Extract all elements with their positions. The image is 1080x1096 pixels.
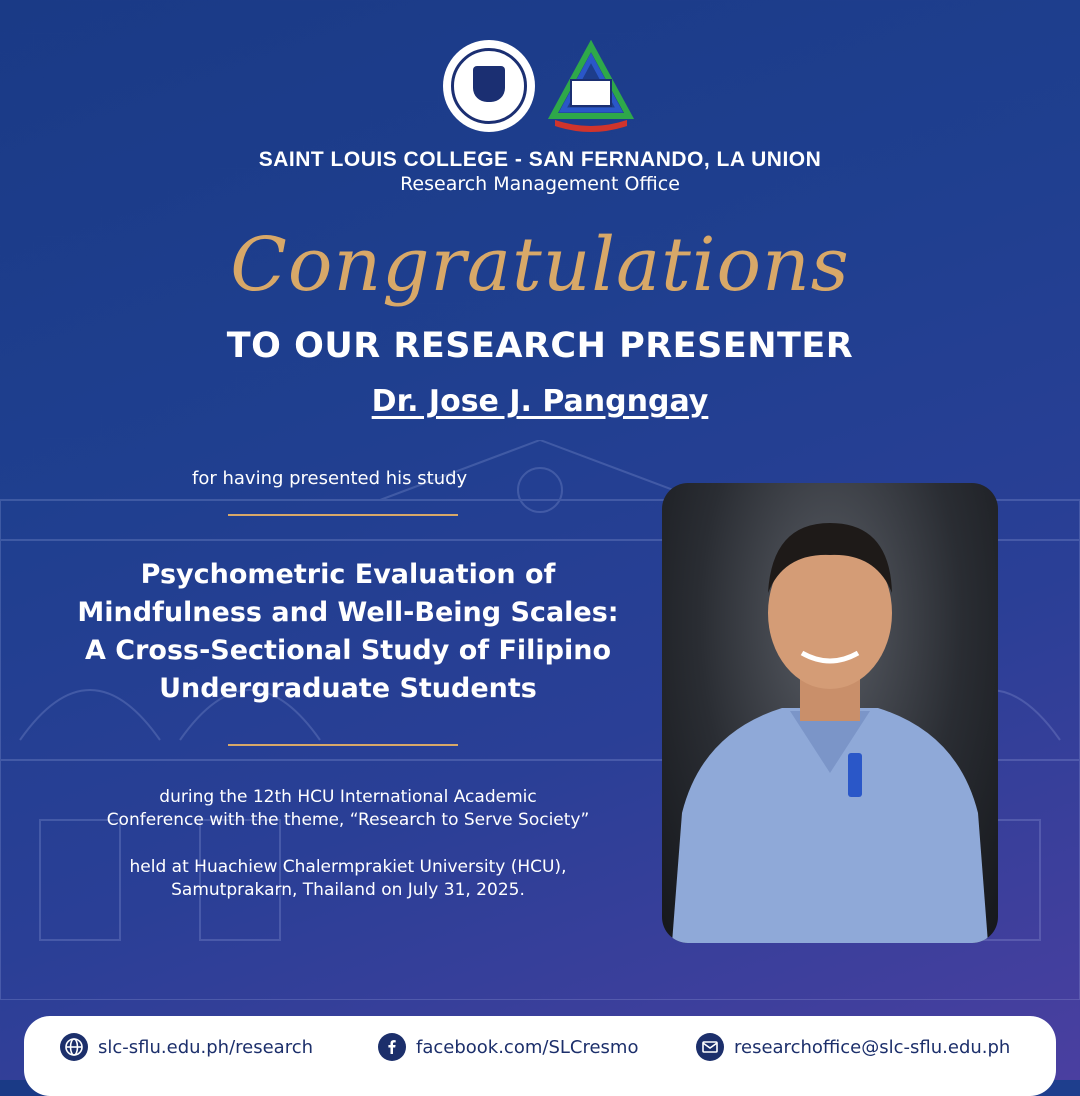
presenter-name: Dr. Jose J. Pangngay — [371, 384, 709, 419]
conference-details — [30, 786, 666, 832]
email-contact[interactable] — [696, 1033, 1010, 1061]
study-title-line: A Cross-Sectional Study of Filipino — [84, 635, 612, 666]
logo-row — [0, 40, 1080, 132]
study-title-line: Mindfulness and Well-Being Scales: — [77, 597, 619, 628]
college-seal-logo — [443, 40, 535, 132]
venue-details — [30, 856, 666, 902]
divider-top — [228, 514, 458, 516]
intro-text: for having presented his study — [192, 468, 468, 489]
study-title-line: Psychometric Evaluation of — [140, 559, 556, 590]
conference-line: Conference with the theme, “Research to Serve Society” — [106, 810, 590, 830]
research-office-crest-logo — [545, 40, 637, 132]
website-contact[interactable] — [60, 1033, 313, 1061]
email-link[interactable]: researchoffice@slc-sflu.edu.ph — [734, 1036, 1011, 1058]
study-title-line: Undergraduate Students — [159, 673, 537, 704]
mail-icon — [696, 1033, 724, 1061]
venue-line: held at Huachiew Chalermprakiet University (HCU), — [129, 857, 567, 877]
globe-icon — [60, 1033, 88, 1061]
website-link[interactable]: slc-sflu.edu.ph/research — [98, 1036, 314, 1058]
congratulations-heading: Congratulations — [230, 222, 850, 308]
facebook-link[interactable]: facebook.com/SLCresmo — [416, 1036, 639, 1058]
school-name: SAINT LOUIS COLLEGE - SAN FERNANDO, LA UNION — [258, 148, 822, 171]
divider-bottom — [228, 744, 458, 746]
venue-line: Samutprakarn, Thailand on July 31, 2025. — [171, 880, 525, 900]
announcement-headline: TO OUR RESEARCH PRESENTER — [226, 326, 854, 366]
office-name: Research Management Office — [400, 173, 680, 195]
facebook-icon — [378, 1033, 406, 1061]
conference-line: during the 12th HCU International Academic — [159, 787, 537, 807]
presenter-photo — [662, 483, 998, 943]
facebook-contact[interactable] — [378, 1033, 638, 1061]
study-title — [30, 556, 666, 708]
